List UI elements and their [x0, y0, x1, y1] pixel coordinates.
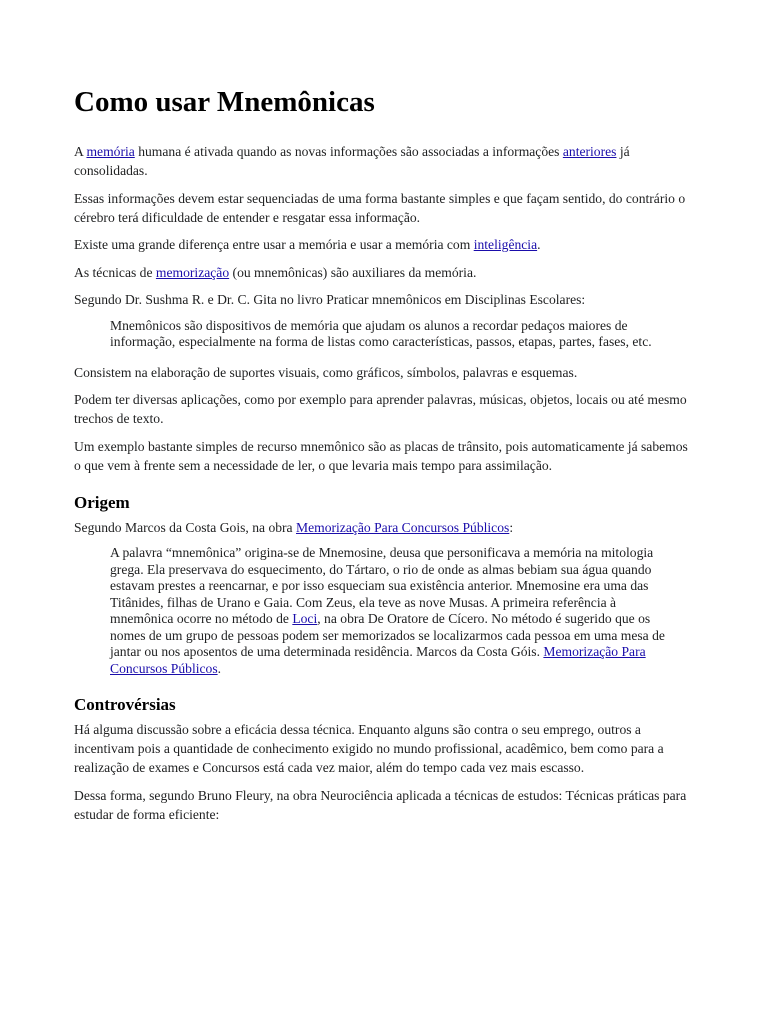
text: Segundo Marcos da Costa Gois, na obra [74, 519, 296, 535]
text: já consolidadas. [74, 144, 630, 178]
text: . [537, 237, 541, 252]
text: A palavra “mnemônica” origina-se de Mnemosine, deusa que personificava a memória na mitologia grega. Ela preservava do esquecimento, do Tártaro, o rio de onde as almas bebiam sua água quando estavam prestes a reencarnar, e por isso esqueciam sua existência anterior. Mnemosine era uma das Titânides, filhas de Urano e Gaia. Com Zeus, ela teve as nove Musas. A primeira referência à mnemônica ocorre no método de [110, 545, 654, 626]
link-anteriores[interactable]: anteriores [562, 144, 617, 159]
paragraph-origem-intro [74, 518, 694, 537]
text: A [74, 144, 87, 159]
text: As técnicas de [74, 264, 156, 280]
paragraph-applications: Podem ter diversas aplicações, como por exemplo para aprender palavras, músicas, objetos, locais ou até mesmo trechos de texto. [74, 392, 687, 426]
quote-text [110, 545, 670, 677]
text: (ou mnemônicas) são auxiliares da memória. [229, 264, 477, 280]
paragraph-difference [74, 235, 694, 254]
quote-origem [110, 545, 670, 677]
page-title: Como usar Mnemônicas [74, 86, 375, 118]
paragraph-sequence: Essas informações devem estar sequenciadas de uma forma bastante simples e que façam sentido, do contrário o cérebro terá dificuldade de entender e resgatar essa informação. [74, 190, 686, 225]
paragraph-source: Segundo Dr. Sushma R. e Dr. C. Gita no livro Praticar mnemônicos em Disciplinas Escolares: [74, 292, 586, 307]
link-memorizacao-concursos-quote[interactable]: Memorização Para Concursos Públicos [110, 644, 646, 676]
paragraph-controversias-discussion: Há alguma discussão sobre a eficácia dessa técnica. Enquanto alguns são contra o seu emprego, outros a incentivam pois a quantidade de conhecimento exigido no mundo profissional, acadêmico, bem como para a realização de exames e Concursos está cada vez maior, além do tempo cada vez mais escasso. [74, 722, 664, 775]
link-inteligencia[interactable]: inteligência [473, 237, 538, 252]
paragraph-intro [74, 142, 694, 180]
quote-text: Mnemônicos são dispositivos de memória que ajudam os alunos a recordar pedaços maiores de informação, especialmente na forma de listas como características, passos, etapas, partes, fases, etc. [110, 317, 652, 349]
paragraph-techniques [74, 263, 694, 282]
paragraph-controversias-fleury: Dessa forma, segundo Bruno Fleury, na obra Neurociência aplicada a técnicas de estudos: Técnicas práticas para estudar de forma eficiente: [74, 787, 687, 822]
text: Existe uma grande diferença entre usar a memória e usar a memória com [74, 237, 474, 252]
text: , na obra De Oratore de Cícero. No método é sugerido que os nomes de um grupo de pessoas podem ser memorizados se localizarmos cada pessoa em uma mesa de jantar ou nos aposentos de uma determinada residência. Marcos da Costa Góis. [110, 611, 665, 659]
text: . [217, 660, 222, 676]
link-memoria[interactable]: memória [86, 144, 135, 159]
section-heading-origem: Origem [74, 492, 130, 512]
text: humana é ativada quando as novas informações são associadas a informações [134, 144, 563, 159]
paragraph-visual-supports: Consistem na elaboração de suportes visuais, como gráficos, símbolos, palavras e esquemas. [74, 364, 578, 380]
link-memorizacao-concursos[interactable]: Memorização Para Concursos Públicos [296, 519, 510, 535]
quote-mnemonics-definition [110, 318, 670, 351]
link-memorizacao[interactable]: memorização [155, 264, 230, 280]
article-body [74, 142, 694, 832]
section-heading-controversias: Controvérsias [74, 695, 176, 714]
text: : [509, 519, 514, 535]
paragraph-example: Um exemplo bastante simples de recurso mnemônico são as placas de trânsito, pois automaticamente já sabemos o que vem à frente sem a necessidade de ler, o que levaria mais tempo para assimilação. [74, 438, 688, 473]
link-loci[interactable]: Loci [292, 611, 318, 626]
